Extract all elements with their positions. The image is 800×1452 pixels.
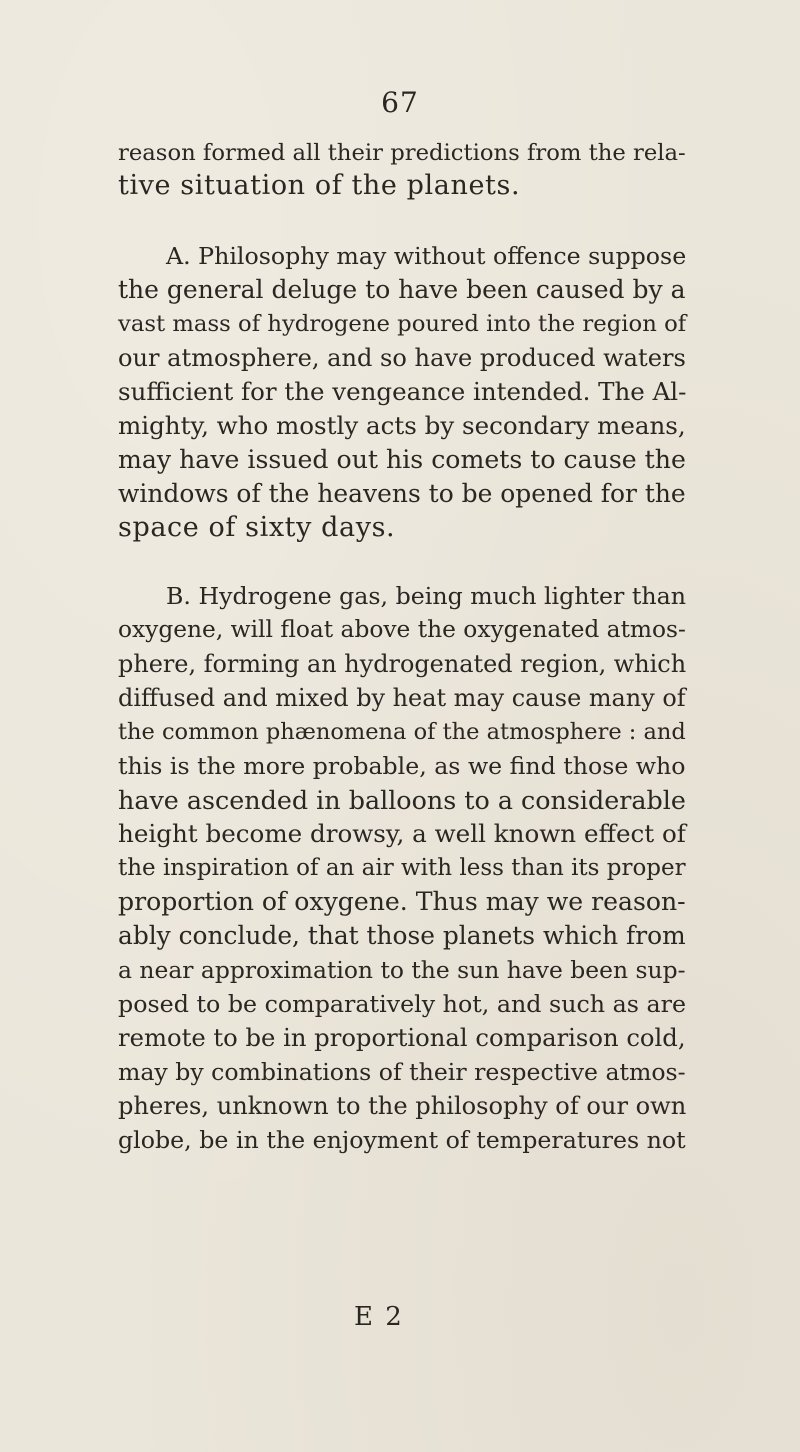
text-line: oxygene, will float above the oxygenated atmos- — [118, 616, 686, 643]
paragraph-b-first-line: B. Hydrogene gas, being much lighter than — [166, 582, 686, 610]
text-line: our atmosphere, and so have produced waters — [118, 344, 686, 372]
text-line: space of sixty days. — [118, 512, 396, 543]
text-line: phere, forming an hydrogenated region, which — [118, 650, 687, 678]
text-line: have ascended in balloons to a considerable — [118, 785, 686, 815]
text-line: reason formed all their predictions from the rela- — [118, 140, 686, 166]
text-line: proportion of oxygene. Thus may we reason- — [118, 887, 686, 916]
text-line: sufficient for the vengeance intended. The Al- — [118, 377, 687, 406]
text-line: diffused and mixed by heat may cause many of — [118, 684, 686, 712]
text-line: remote to be in proportional comparison cold, — [118, 1023, 686, 1052]
text-line: mighty, who mostly acts by secondary means, — [118, 411, 686, 440]
text-line: may by combinations of their respective atmos- — [118, 1058, 686, 1086]
paragraph-a-first-line: A. Philosophy may without offence suppose — [166, 242, 687, 270]
signature-mark: E 2 — [354, 1302, 404, 1332]
text-line: globe, be in the enjoyment of temperatures not — [118, 1126, 686, 1154]
text-line: windows of the heavens to be opened for the — [118, 479, 686, 508]
text-line: the inspiration of an air with less than its proper — [118, 855, 686, 881]
text-line: vast mass of hydrogene poured into the region of — [118, 311, 687, 337]
text-line: a near approximation to the sun have been sup- — [118, 956, 686, 984]
text-line: may have issued out his comets to cause the — [118, 445, 686, 474]
text-line: the general deluge to have been caused by a — [118, 275, 686, 304]
page-number: 67 — [381, 86, 419, 119]
text-line: pheres, unknown to the philosophy of our own — [118, 1092, 687, 1120]
text-line: the common phænomena of the atmosphere : and — [118, 719, 686, 745]
text-line: ably conclude, that those planets which from — [118, 921, 686, 950]
text-line: height become drowsy, a well known effect of — [118, 819, 686, 848]
text-line: tive situation of the planets. — [118, 170, 521, 201]
text-line: this is the more probable, as we find those who — [118, 752, 686, 780]
text-line: posed to be comparatively hot, and such as are — [118, 990, 687, 1018]
